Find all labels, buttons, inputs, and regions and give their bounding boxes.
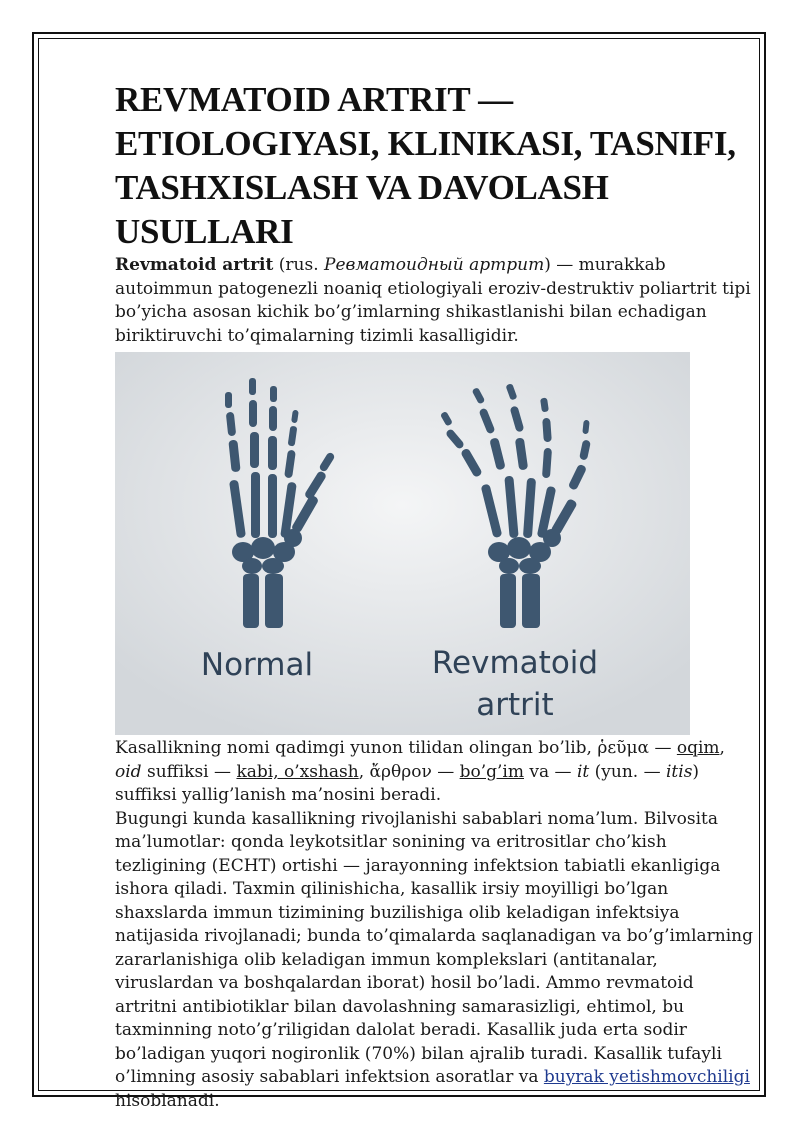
document-body (115, 78, 755, 1113)
greek-word-arthron: ἄρθρον (369, 761, 432, 782)
body-paragraph: Bugungi kunda kasallikning rivojlanishi sabablari noma’lum. Bilvosita ma’lumotlar: qonda leykotsitlar sonining va eritrositlar cho’kish tezligining (ECHT) ortishi — jarayonning infektsion tabiatli ekanligiga ishora qiladi. Taxmin qilinishicha, kasallik irsiy moyilligi bo’lgan shaxslarda immun tizimining buzilishiga olib keladigan infektsiya natijasida rivojlanadi; bunda to’qimalarda saqlanadigan va bo’g’imlarning zararlanishiga olib keladigan immun komplekslari (antitanalar, viruslardan va boshqalardan iborat) hosil bo’ladi. Ammo revmatoid artritni antibiotiklar bilan davolashning samarasizligi, ehtimol, bu taxminning noto’g’riligidan dalolat beradi. Kasallik juda erta sodir bo’ladigan yuqori nogironlik (70%) bilan ajralib turadi. Kasallik tufayli o’limning asosiy sabablari infektsion asoratlar va buyrak yetishmovchiligi hisoblanadi. (115, 808, 753, 1111)
word-bogim[interactable]: bo’g’im (459, 761, 524, 782)
hands-illustration (115, 352, 690, 735)
word-oid: oid (115, 761, 142, 782)
word-kabi[interactable]: kabi, o’xshash (236, 761, 359, 782)
word-it: it (576, 761, 590, 782)
intro-russian-term: Ревматоидный артрит (324, 255, 545, 275)
label-ra-line1: Revmatoid (431, 645, 599, 681)
label-ra-line2: artrit (476, 687, 554, 723)
label-normal: Normal (200, 647, 314, 683)
hands-xray-figure (115, 352, 690, 735)
greek-word-rheuma: ῥεῦμα (597, 738, 650, 758)
word-oqim[interactable]: oqim (676, 738, 720, 758)
intro-paragraph: Revmatoid artrit (rus. Ревматоидный артрит) — murakkab autoimmun patogenezli noaniq etiologiyali eroziv-destruktiv poliartrit tipi bo’yicha asosan kichik bo’g’imlarning shikastlanishi bilan echadigan biriktiruvchi to’qimalarning tizimli kasalligidir. (115, 255, 751, 346)
etymology-paragraph: Kasallikning nomi qadimgi yunon tilidan olingan bo’lib, ῥεῦμα — oqim, oid suffiksi — kabi, o’xshash, ἄρθρον — bo’g’im va — it (yun. — itis) suffiksi yallig’lanish ma’nosini beradi. (115, 738, 725, 805)
intro-term: Revmatoid artrit (115, 255, 274, 275)
word-itis: itis (665, 761, 693, 782)
link-buyrak-yetishmovchiligi[interactable]: buyrak yetishmovchiligi (543, 1067, 750, 1087)
page-title: REVMATOID ARTRIT — ETIOLOGIYASI, KLINIKASI, TASNIFI, TASHXISLASH VA DAVOLASH USULLARI (115, 80, 736, 251)
